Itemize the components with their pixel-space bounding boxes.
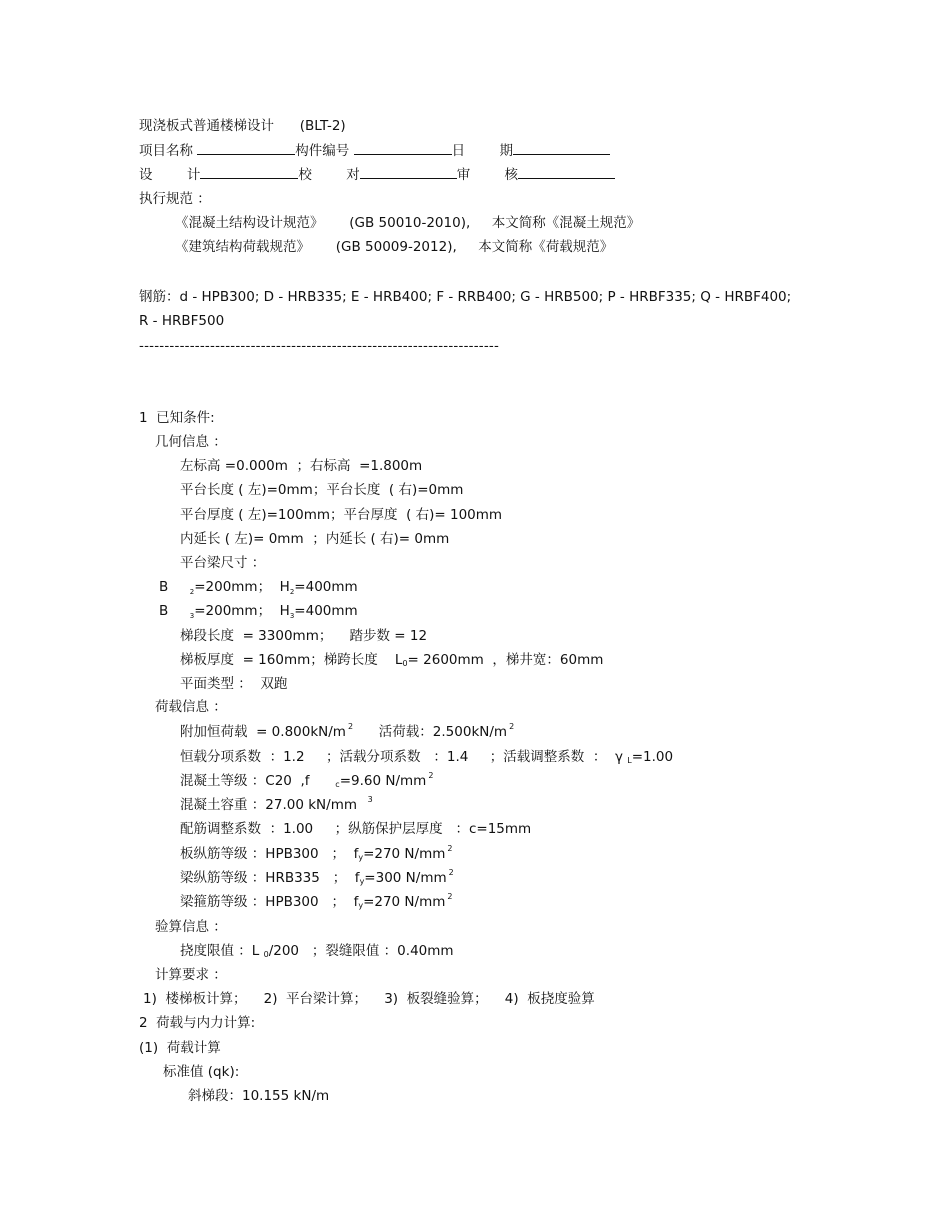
field-project[interactable]	[197, 141, 295, 155]
info-row-1	[139, 141, 610, 160]
code-2-std: (GB 50009-2012),	[335, 239, 457, 255]
slab-rebar	[180, 845, 452, 865]
info-row-2	[139, 165, 615, 184]
deflection-b: /200 ；裂缝限值 ：0.40mm	[268, 943, 454, 959]
load-values	[180, 723, 514, 743]
beam-2-sub-h: 2	[289, 588, 295, 596]
beam-3-h-val: =400mm	[294, 603, 358, 619]
geo-title: 几何信息 ：	[155, 434, 227, 450]
beam-rebar-sub: y	[359, 877, 365, 886]
elevation: 左标高 =0.000m ；右标高 =1.800m	[180, 458, 423, 474]
field-date[interactable]	[513, 141, 610, 155]
flight-info: 梯段长度 = 3300mm； 踏步数 = 12	[180, 628, 428, 644]
slab-info-b: = 2600mm ，梯井宽：60mm	[407, 652, 604, 668]
beam-3-sub-h: 3	[289, 612, 295, 620]
code-2-short: 本文简称《荷载规范》	[478, 239, 614, 255]
deflection-limit	[180, 942, 454, 962]
deflection-a: 挠度限值 ：L	[180, 943, 260, 959]
separator: -----------------------------------------------------------------------	[139, 338, 500, 354]
plan-type: 平面类型 ： 双跑	[180, 676, 288, 692]
extension-length: 内延长 ( 左)= 0mm ；内延长 ( 右)= 0mm	[180, 531, 450, 547]
dead-load: 附加恒荷载 = 0.800kN/m	[180, 724, 346, 740]
label-design-1: 设	[139, 167, 153, 183]
field-member[interactable]	[354, 141, 452, 155]
code-1-short: 本文简称《混凝土规范》	[491, 215, 641, 231]
label-review-1: 审	[456, 167, 471, 183]
rebar-line-2: R - HRBF500	[139, 313, 225, 329]
beam-3-mid: =200mm； H	[194, 603, 290, 619]
label-check-1: 校	[298, 167, 312, 183]
rebar-adjust: 配筋调整系数 ：1.00 ；纵筋保护层厚度 ：c=15mm	[180, 821, 532, 837]
field-review[interactable]	[518, 165, 615, 179]
rebar-line-1: 钢筋：d - HPB300; D - HRB335; E - HRB400; F - RRB400; G - HRB500; P - HRBF335; Q - HRBF400;	[139, 289, 792, 305]
platform-thickness: 平台厚度 ( 左)=100mm；平台厚度 ( 右)= 100mm	[180, 507, 503, 523]
platform-length: 平台长度 ( 左)=0mm；平台长度 ( 右)=0mm	[180, 482, 464, 498]
slab-info-sub: 0	[402, 659, 408, 668]
slab-info-a: 梯板厚度 = 160mm；梯跨长度 L	[180, 652, 403, 668]
code-1-name: 《混凝土结构设计规范》	[175, 215, 324, 231]
live-load-sup: 2	[509, 722, 515, 731]
codes-heading	[139, 190, 211, 208]
requirements-title: 计算要求 ：	[155, 967, 227, 983]
load-calc-heading: (1) 荷载计算	[139, 1040, 221, 1056]
code-2-name: 《建筑结构荷载规范》	[175, 239, 310, 255]
slab-rebar-a: 板纵筋等级 ：HPB300 ； f	[180, 846, 359, 862]
beam-2-h-val: =400mm	[294, 579, 358, 595]
beam-rebar-a: 梁纵筋等级 ：HRB335 ； f	[180, 870, 360, 886]
load-title: 荷载信息 ：	[155, 699, 227, 715]
slab-rebar-b: =270 N/mm	[363, 846, 446, 862]
codes-colon: ：	[197, 191, 211, 207]
standard-value: 标准值 (qk):	[163, 1064, 240, 1080]
beam-2-sub-b: 2	[189, 588, 195, 596]
beam-2-size	[159, 578, 358, 598]
dead-load-sup: 2	[347, 722, 354, 731]
code-line-1	[175, 214, 640, 232]
deflection-sub: 0	[263, 950, 269, 959]
label-check-2: 对	[346, 167, 360, 183]
beam-3-sub-b: 3	[189, 612, 195, 620]
doc-title-line	[139, 117, 346, 135]
label-date-1: 日	[451, 143, 466, 159]
doc-code: (BLT-2)	[299, 118, 346, 134]
concrete-grade-sub: c	[335, 780, 340, 789]
concrete-density-a: 混凝土容重 ：27.00 kN/mm	[180, 797, 357, 813]
concrete-grade-sup: 2	[428, 771, 434, 780]
stirrup-rebar-b: =270 N/mm	[363, 894, 446, 910]
beam-2-b: B	[159, 579, 169, 595]
code-line-2	[175, 238, 613, 256]
stirrup-rebar-sub: y	[358, 901, 364, 910]
beam-rebar-sup: 2	[448, 868, 454, 877]
label-date-2: 期	[499, 143, 513, 159]
incline-load: 斜梯段：10.155 kN/m	[188, 1088, 330, 1104]
stirrup-rebar-a: 梁箍筋等级 ：HPB300 ； f	[180, 894, 359, 910]
load-factors-a: 恒载分项系数 ：1.2 ；活载分项系数 ：1.4 ；活载调整系数 ： γ	[180, 749, 623, 765]
slab-info	[180, 651, 603, 671]
beam-rebar-b: =300 N/mm	[364, 870, 447, 886]
beam-3-size	[159, 602, 358, 622]
codes-heading-text: 执行规范	[139, 191, 193, 207]
slab-rebar-sub: y	[358, 853, 364, 862]
live-load: 活荷载：2.500kN/m	[353, 724, 508, 740]
concrete-grade-a: 混凝土等级 ：C20 ,f	[180, 773, 310, 789]
field-check[interactable]	[360, 165, 457, 179]
label-review-2: 核	[504, 167, 519, 183]
check-title: 验算信息 ：	[155, 919, 227, 935]
section-1-heading: 1 已知条件:	[139, 410, 215, 426]
beam-rebar	[180, 869, 454, 889]
concrete-grade	[180, 772, 433, 792]
stirrup-rebar	[180, 893, 452, 913]
beam-3-b: B	[159, 603, 169, 619]
label-project: 项目名称	[139, 143, 193, 159]
code-1-std: (GB 50010-2010),	[349, 215, 471, 231]
field-design[interactable]	[200, 165, 298, 179]
requirements-list: 1) 楼梯板计算； 2) 平台梁计算； 3) 板裂缝验算； 4) 板挠度验算	[143, 991, 595, 1007]
label-design-2: 计	[186, 167, 201, 183]
doc-title: 现浇板式普通楼梯设计	[139, 118, 274, 134]
concrete-density-sup: 3	[367, 795, 373, 804]
label-member: 构件编号	[295, 143, 350, 159]
slab-rebar-sup: 2	[447, 844, 453, 853]
concrete-grade-b: =9.60 N/mm	[339, 773, 427, 789]
concrete-density	[180, 796, 373, 816]
load-factors	[180, 748, 673, 768]
beam-size-title: 平台梁尺寸 ：	[180, 555, 266, 571]
beam-2-mid: =200mm； H	[194, 579, 290, 595]
stirrup-rebar-sup: 2	[447, 892, 453, 901]
section-2-heading: 2 荷载与内力计算:	[139, 1015, 256, 1031]
load-factors-b: =1.00	[631, 749, 674, 765]
load-factors-sub: L	[627, 756, 632, 765]
